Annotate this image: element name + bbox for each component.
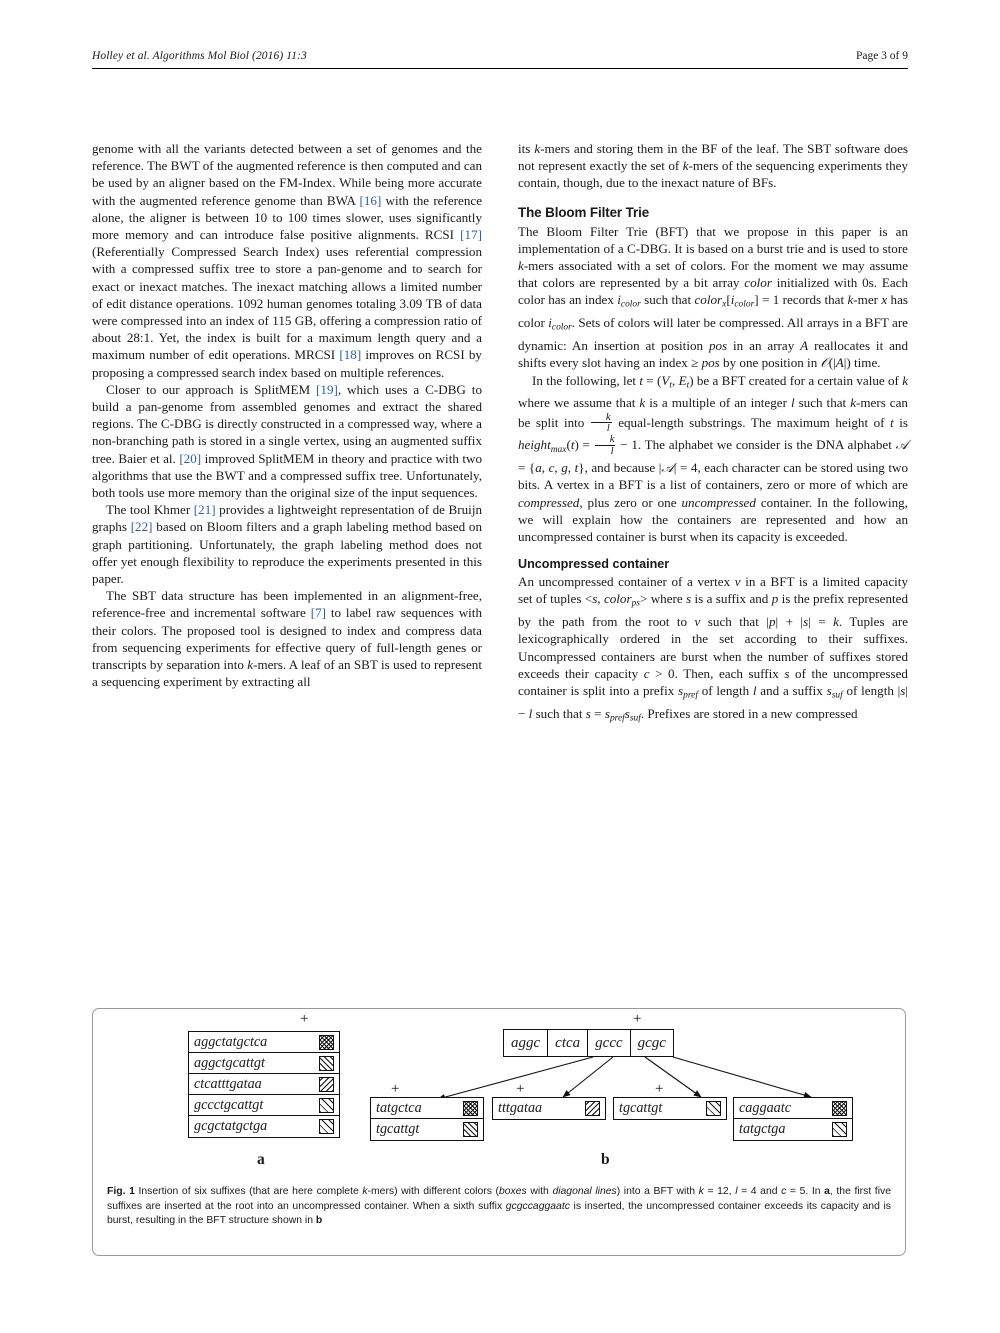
plus-marker-leaf-3: +	[655, 1081, 664, 1097]
suffix-row	[189, 1032, 339, 1053]
text-run: genome with all the variants detected between a set of genomes and the reference. The BWT of the augmented reference is then computed and can be used by an aligner based on the FM-Index. While being more accurate with the augmented reference genome than BWA	[92, 141, 482, 208]
leaf-node-3	[613, 1097, 727, 1120]
suffix-text: tgcattgt	[619, 1100, 663, 1116]
suffix-text: aggctatgctca	[194, 1033, 268, 1050]
paragraph-khmer	[92, 501, 482, 587]
suffix-text: tttgataa	[498, 1100, 543, 1116]
panel-label-b: b	[601, 1151, 610, 1168]
plus-marker-b: +	[633, 1011, 642, 1027]
prefix-cell: aggc	[504, 1030, 548, 1056]
journal-reference: Holley et al. Algorithms Mol Biol (2016) 11:3	[92, 50, 307, 62]
header-divider	[92, 68, 908, 69]
text-run: improved SplitMEM in theory and practice with two algorithms that use the BWT and a compressed suffix tree. Unfortunately, both tools use more memory than the original size of the input sequences.	[92, 450, 482, 501]
color-swatch-icon	[319, 1077, 334, 1092]
panel-label-a: a	[257, 1151, 265, 1168]
heading-bloom-filter-trie: The Bloom Filter Trie	[518, 204, 650, 220]
prefix-cell: gccc	[588, 1030, 630, 1056]
citation-7[interactable]: [7]	[310, 605, 326, 621]
citation-16[interactable]: [16]	[359, 192, 382, 208]
plus-marker-leaf-1: +	[391, 1081, 400, 1097]
text-run: provides a lightweight representation of de Bruijn graphs	[92, 502, 482, 535]
figure-caption	[107, 1185, 891, 1229]
color-swatch-icon	[319, 1119, 334, 1134]
color-swatch-icon	[832, 1101, 847, 1116]
suffix-text: gcgctatgctga	[194, 1118, 268, 1134]
suffix-row	[371, 1098, 483, 1119]
citation-20[interactable]: [20]	[179, 450, 202, 466]
paragraph-related-work-1	[92, 140, 482, 381]
suffix-text: tgcattgt	[376, 1121, 420, 1137]
citation-21[interactable]: [21]	[193, 502, 216, 518]
right-column	[518, 140, 908, 728]
suffix-row	[493, 1098, 605, 1119]
heading-uncompressed-container: Uncompressed container	[518, 557, 670, 572]
citation-19[interactable]: [19]	[316, 381, 338, 397]
color-swatch-icon	[832, 1122, 847, 1137]
uncompressed-container-node-a	[188, 1031, 340, 1138]
color-swatch-icon	[706, 1101, 721, 1116]
plus-marker-leaf-2: +	[516, 1081, 525, 1097]
left-column	[92, 140, 482, 691]
suffix-text: ctcatttgataa	[194, 1075, 262, 1092]
suffix-row	[189, 1053, 339, 1074]
suffix-text: tatgctca	[376, 1099, 422, 1116]
text-run: The SBT data structure has been implemented in an alignment-free, reference-free and incremental software	[92, 588, 482, 621]
citation-18[interactable]: [18]	[339, 347, 362, 363]
plus-marker-a: +	[300, 1011, 309, 1027]
color-swatch-icon	[319, 1098, 334, 1113]
paragraph-bft-notation: In the following, let $t = (V_t$, $E_t$) be a BFT created for a certain value of k where we assume that k is a multiple of an integer l such that k-mers can be split into $\frac{k}{l}$ equal-length substrings. The maximum height of t is height$_{max}$(t) = $\frac{k}{l}$ − 1. The alphabet we consider is the DNA alphabet 𝒜 = {a, c, g, t}, and because |𝒜| = 4, each character can be stored using two bits. A vertex in a BFT is a list of containers, zero or more of which are compressed, plus zero or one uncompressed container. In the following, we will explain how the containers are represented and how an uncompressed container is burst when its capacity is exceeded.	[518, 372, 909, 544]
text-run: with the reference alone, the aligner is between 10 to 100 times slower, uses significantly more memory and can introduce false positive alignments. RCSI	[92, 192, 483, 243]
suffix-row	[371, 1119, 483, 1140]
leaf-node-2	[492, 1097, 606, 1120]
leaf-node-4	[733, 1097, 853, 1141]
color-swatch-icon	[463, 1101, 478, 1116]
text-run: based on Bloom filters and a graph labeling method based on graph partitioning. Unfortunately, the graph labeling method does not offer yet enough flexibility to reproduce the experiments presented in this paper.	[92, 519, 482, 587]
running-header	[92, 50, 908, 62]
caption-text: Insertion of six suffixes (that are here complete k-mers) with different colors (boxes with diagonal lines) into a BFT with k = 12, l = 4 and c = 5. In a, the first five suffixes are inserted at the root into an uncompressed container. When a sixth suffix gcgccaggaatc is inserted, the uncompressed container exceeds its capacity and is burst, resulting in the BFT structure shown in b	[107, 1186, 891, 1227]
figure-label: Fig. 1	[107, 1186, 135, 1197]
suffix-text: caggaatc	[739, 1099, 792, 1116]
text-run: (Referentially Compressed Search Index) uses referential compression with a compressed suffix tree to store a pan-genome and to search for exact or inexact matches. The inexact matching allows a limited number of edit distance operations. 1092 human genomes totaling 3.09 TB of data were compressed into an index of 115 GB, offering a compression ratio of about 28:1. Yet, the index is built for a maximum length query and a maximum number of edit operations. MRCSI	[92, 244, 482, 363]
suffix-row	[189, 1074, 339, 1095]
leaf-node-1	[370, 1097, 484, 1141]
color-swatch-icon	[319, 1056, 334, 1071]
text-run: improves on RCSI by proposing a compressed search index based on multiple references.	[92, 347, 482, 380]
text-run: Closer to our approach is SplitMEM	[106, 381, 317, 397]
text-run: , which uses a C-DBG to build a pan-genome from assembled genomes and extract the shared regions. The C-DBG is directly constructed in a compressed way, where a non-branching path is stored in a single vertex, using an augmented suffix tree. Baier et al.	[92, 381, 482, 466]
paragraph-uncompressed-container: An uncompressed container of a vertex v in a BFT is a limited capacity set of tuples <s, color$_{ps}$> where s is a suffix and p is the prefix represented by the path from the root to v such that |p| + |s| = k. Tuples are lexicographically ordered in the set according to their suffixes. Uncompressed containers are burst when the number of suffixes stored exceeds their capacity c > 0. Then, each suffix s of the uncompressed container is split into a prefix $s_{pref}$ of length l and a suffix $s_{suf}$ of length |s| − l such that $s = s_{pref}s_{suf}$. Prefixes are stored in a new compressed	[518, 574, 909, 724]
suffix-row	[734, 1098, 852, 1119]
page-number: Page 3 of 9	[855, 50, 908, 62]
suffix-text: gccctgcattgt	[194, 1096, 264, 1113]
prefix-cell: ctca	[548, 1030, 588, 1056]
citation-22[interactable]: [22]	[130, 519, 153, 535]
text-run-sbt-tail: to label raw sequences with their colors. The proposed tool is designed to index and compress data from sequencing experiments for effective query of full-length genes or transcripts by separation into k-mers. A leaf of an SBT is used to represent a sequencing experiment by extracting all	[92, 605, 482, 690]
paragraph-sbt	[92, 587, 482, 690]
color-swatch-icon	[585, 1101, 600, 1116]
color-swatch-icon	[463, 1122, 478, 1137]
color-swatch-icon	[319, 1035, 334, 1050]
citation-17[interactable]: [17]	[460, 227, 482, 243]
suffix-row	[614, 1098, 726, 1119]
compressed-container-root	[503, 1029, 674, 1057]
paragraph-sbt-continued: its k-mers and storing them in the BF of the leaf. The SBT software does not represent exactly the set of k-mers of the sequencing experiments they contain, though, due to the inexact nature of BFs.	[518, 141, 908, 191]
suffix-row	[734, 1119, 852, 1140]
paragraph-splitmem	[92, 381, 482, 501]
text-run: The tool Khmer	[106, 502, 194, 518]
paragraph-bft-definition: The Bloom Filter Trie (BFT) that we propose in this paper is an implementation of a C-DBG. It is based on a burst trie and is used to store k-mers associated with a set of colors. For the moment we may assume that colors are represented by a bit array color initialized with 0s. Each color has an index $i_{color}$ such that $color_x[i_{color}] = 1$ records that k-mer x has color $i_{color}$. Sets of colors will later be compressed. All arrays in a BFT are dynamic: An insertion at position pos in an array A reallocates it and shifts every slot having an index ≥ pos by one position in 𝒪(|A|) time.	[518, 223, 909, 371]
suffix-text: aggctgcattgt	[194, 1054, 265, 1071]
suffix-text: tatgctga	[739, 1121, 786, 1137]
prefix-cell: gcgc	[637, 1034, 666, 1051]
suffix-row	[189, 1095, 339, 1116]
figure-1-container	[92, 1008, 906, 1256]
figure-graphic	[93, 1009, 907, 1181]
suffix-row	[189, 1116, 339, 1137]
